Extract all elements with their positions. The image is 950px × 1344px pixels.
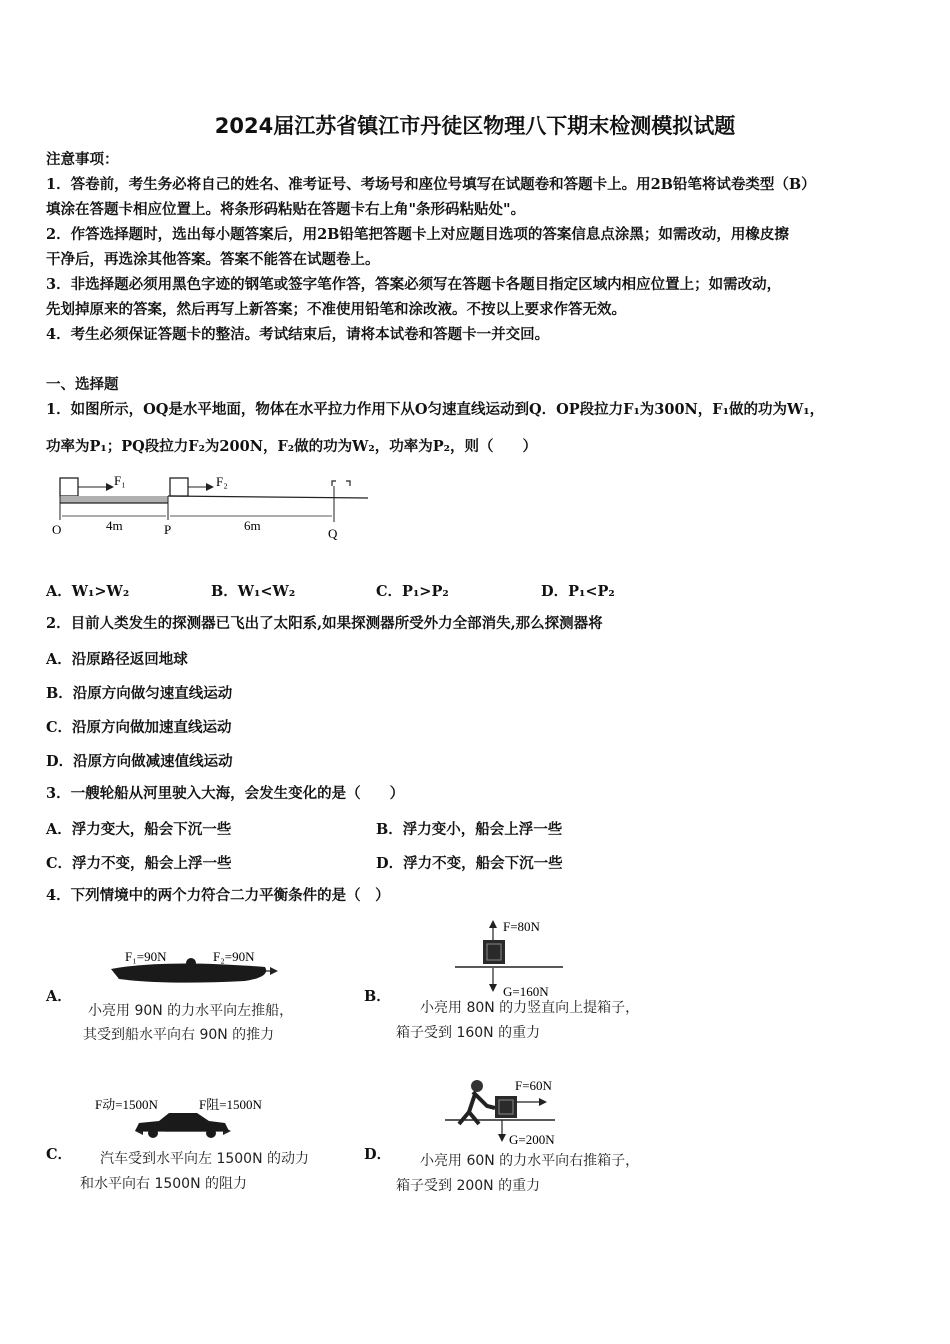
label-6m: 6m [244,518,261,533]
q4-c-figure [95,1095,335,1145]
q4-d-figure [445,1078,655,1148]
q2-option-b: B．沿原方向做匀速直线运动 [46,685,233,702]
q2-option-a: A．沿原路径返回地球 [46,651,188,668]
block-1 [60,478,78,496]
q1-option-c: C．P₁>P₂ [376,583,449,600]
label-f1: F₁ [114,473,126,488]
q3-option-a: A．浮力变大，船会下沉一些 [46,821,232,838]
q3-option-d: D．浮力不变，船会下沉一些 [376,855,563,872]
q4-b-figure [455,918,655,998]
box [495,1096,517,1118]
q4-option-a-letter: A． [46,988,72,1005]
person-body [459,1092,495,1124]
q3-option-b: B．浮力变小，船会上浮一些 [376,821,563,838]
q4-b-caption: 小亮用 80N 的力竖直向上提箱子， [420,1000,640,1016]
q1-option-d: D．P₁<P₂ [541,583,615,600]
notice-line: 填涂在答题卡相应位置上。将条形码粘贴在答题卡右上角"条形码粘贴处"。 [46,201,526,218]
label-f-80n: F=80N [503,919,540,934]
block-2 [170,478,188,496]
q1-figure [48,472,378,542]
q4-a-figure [95,945,335,995]
q4-option-d-letter: D． [364,1146,392,1163]
q2-option-d: D．沿原方向做减速值线运动 [46,753,233,770]
question-1-stem-cont: 功率为P₁；PQ段拉力F₂为200N，F₂做的功为W₂，功率为P₂，则（ ） [46,438,537,455]
label-f-60n: F=60N [515,1078,552,1093]
label-f-zu: F阻=1500N [199,1097,262,1112]
q3-option-c: C．浮力不变，船会上浮一些 [46,855,232,872]
car-shape [135,1113,229,1131]
q4-option-b-letter: B． [364,988,391,1005]
label-f-dong: F动=1500N [95,1097,158,1112]
question-3-stem: 3．一艘轮船从河里驶入大海，会发生变化的是（ ） [46,785,405,802]
notice-line: 1．答卷前，考生务必将自己的姓名、准考证号、考场号和座位号填写在试题卷和答题卡上。用2B铅笔将试卷类型（B） [46,176,816,193]
notice-line: 3．非选择题必须用黑色字迹的钢笔或签字笔作答，答案必须写在答题卡各题目指定区域内相应位置上；如需改动， [46,276,782,293]
q4-c-caption: 和水平向右 1500N 的阻力 [80,1176,248,1192]
section-heading: 一、选择题 [46,376,119,393]
q4-d-caption: 箱子受到 200N 的重力 [396,1178,541,1194]
label-f2: F₂ [216,474,228,489]
label-g-200n: G=200N [509,1132,555,1147]
notice-line: 先划掉原来的答案，然后再写上新答案；不准使用铅笔和涂改液。不按以上要求作答无效。 [46,301,626,318]
question-2-stem: 2．目前人类发生的探测器已飞出了太阳系,如果探测器所受外力全部消失,那么探测器将 [46,615,603,632]
label-f2-90n: F₂=90N [213,949,255,964]
question-4-stem: 4．下列情境中的两个力符合二力平衡条件的是（ ） [46,887,390,904]
q4-d-caption: 小亮用 60N 的力水平向右推箱子， [420,1153,640,1169]
q4-a-caption: 其受到船水平向右 90N 的推力 [83,1027,275,1043]
q4-a-caption: 小亮用 90N 的力水平向左推船， [88,1003,294,1019]
label-p: P [164,522,172,537]
page-title: 2024届江苏省镇江市丹徒区物理八下期末检测模拟试题 [214,114,736,138]
label-g-160n: G=160N [503,984,549,999]
person-icon [186,958,196,968]
q2-option-c: C．沿原方向做加速直线运动 [46,719,232,736]
notice-line: 4．考生必须保证答题卡的整洁。考试结束后，请将本试卷和答题卡一并交回。 [46,326,550,343]
q1-option-a: A．W₁>W₂ [46,583,130,600]
person-head [471,1080,483,1092]
label-4m: 4m [106,518,123,533]
label-q: Q [328,526,338,541]
q4-option-c-letter: C． [46,1146,73,1163]
q4-c-caption: 汽车受到水平向左 1500N 的动力 [100,1151,310,1167]
notice-line: 2．作答选择题时，选出每小题答案后，用2B铅笔把答题卡上对应题目选项的答案信息点涂黑；如需改动，用橡皮擦 [46,226,789,243]
label-f1-90n: F₁=90N [125,949,167,964]
question-1-stem: 1．如图所示，OQ是水平地面，物体在水平拉力作用下从O匀速直线运动到Q．OP段拉力F₁为300N，F₁做的功为W₁， [46,401,825,418]
notice-line: 干净后，再选涂其他答案。答案不能答在试题卷上。 [46,251,380,268]
label-o: O [52,522,62,537]
notice-heading: 注意事项： [46,151,119,168]
hatched-ground [60,496,168,503]
q1-option-b: B．W₁<W₂ [211,583,296,600]
q4-b-caption: 箱子受到 160N 的重力 [396,1025,541,1041]
